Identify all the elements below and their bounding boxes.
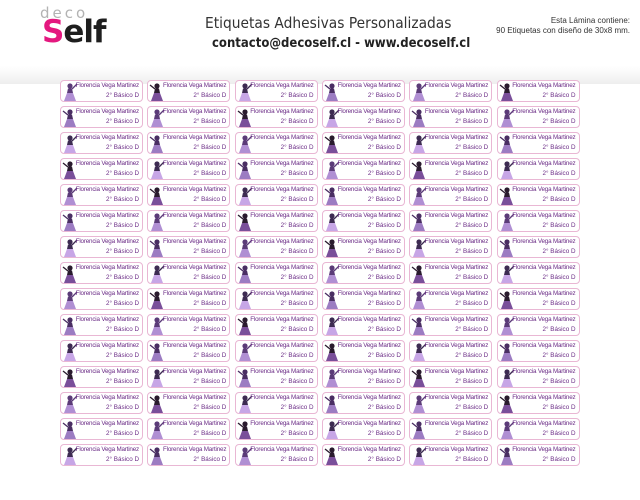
label-name: Florencia Vega Martinez <box>75 446 139 453</box>
label-name: Florencia Vega Martinez <box>337 290 401 297</box>
logo-elf-text: elf <box>63 14 106 50</box>
name-label <box>322 210 405 232</box>
label-grade: 2° Básico D <box>542 144 576 151</box>
label-grade: 2° Básico D <box>193 170 227 177</box>
label-grade: 2° Básico D <box>106 404 139 411</box>
label-grade: 2° Básico D <box>455 456 489 463</box>
name-label <box>409 444 492 466</box>
label-name: Florencia Vega Martinez <box>162 186 227 193</box>
label-name: Florencia Vega Martinez <box>512 368 576 375</box>
label-grade: 2° Básico D <box>455 378 489 385</box>
label-name: Florencia Vega Martinez <box>337 160 401 167</box>
label-name: Florencia Vega Martinez <box>75 82 139 89</box>
label-grade: 2° Básico D <box>542 274 576 281</box>
name-label <box>147 262 230 284</box>
label-name: Florencia Vega Martinez <box>162 446 227 453</box>
name-label <box>60 366 143 388</box>
name-label <box>235 158 318 180</box>
label-grade: 2° Básico D <box>106 274 139 281</box>
label-name: Florencia Vega Martinez <box>250 160 314 167</box>
name-label <box>147 418 230 440</box>
label-name: Florencia Vega Martinez <box>424 134 489 141</box>
label-grade: 2° Básico D <box>542 404 576 411</box>
name-label <box>60 132 143 154</box>
label-name: Florencia Vega Martinez <box>337 420 401 427</box>
name-label <box>60 158 143 180</box>
label-name: Florencia Vega Martinez <box>75 342 139 349</box>
label-name: Florencia Vega Martinez <box>75 238 139 245</box>
label-name: Florencia Vega Martinez <box>337 108 401 115</box>
label-grade: 2° Básico D <box>280 300 314 307</box>
label-name: Florencia Vega Martinez <box>75 186 139 193</box>
name-label <box>235 444 318 466</box>
label-name: Florencia Vega Martinez <box>424 394 489 401</box>
name-label <box>409 106 492 128</box>
name-label <box>322 106 405 128</box>
name-label <box>497 314 580 336</box>
label-grade: 2° Básico D <box>367 118 401 125</box>
label-name: Florencia Vega Martinez <box>424 160 489 167</box>
name-label <box>147 288 230 310</box>
label-grade: 2° Básico D <box>193 248 227 255</box>
name-label <box>322 444 405 466</box>
label-name: Florencia Vega Martinez <box>75 264 139 271</box>
label-name: Florencia Vega Martinez <box>424 290 489 297</box>
label-name: Florencia Vega Martinez <box>75 108 139 115</box>
name-label <box>235 392 318 414</box>
label-name: Florencia Vega Martinez <box>162 238 227 245</box>
label-grade: 2° Básico D <box>542 326 576 333</box>
label-grade: 2° Básico D <box>455 352 489 359</box>
label-name: Florencia Vega Martinez <box>162 160 227 167</box>
label-name: Florencia Vega Martinez <box>162 342 227 349</box>
label-name: Florencia Vega Martinez <box>250 394 314 401</box>
label-name: Florencia Vega Martinez <box>75 394 139 401</box>
name-label <box>497 340 580 362</box>
label-grade: 2° Básico D <box>193 404 227 411</box>
label-name: Florencia Vega Martinez <box>424 212 489 219</box>
label-name: Florencia Vega Martinez <box>75 316 139 323</box>
name-label <box>60 392 143 414</box>
name-label <box>497 236 580 258</box>
name-label <box>322 236 405 258</box>
name-label <box>235 184 318 206</box>
name-label <box>147 106 230 128</box>
label-name: Florencia Vega Martinez <box>424 108 489 115</box>
label-name: Florencia Vega Martinez <box>337 82 401 89</box>
name-label <box>60 262 143 284</box>
label-grade: 2° Básico D <box>106 222 139 229</box>
name-label <box>147 366 230 388</box>
label-grade: 2° Básico D <box>106 378 139 385</box>
label-grade: 2° Básico D <box>542 378 576 385</box>
label-name: Florencia Vega Martinez <box>512 108 576 115</box>
name-label <box>235 236 318 258</box>
label-grade: 2° Básico D <box>193 456 227 463</box>
name-label <box>147 158 230 180</box>
label-grade: 2° Básico D <box>542 222 576 229</box>
label-grade: 2° Básico D <box>106 326 139 333</box>
label-grade: 2° Básico D <box>367 274 401 281</box>
label-name: Florencia Vega Martinez <box>75 290 139 297</box>
label-grade: 2° Básico D <box>280 378 314 385</box>
name-label <box>322 340 405 362</box>
header <box>0 0 640 66</box>
contact-line: contacto@decoself.cl - www.decoself.cl <box>212 36 471 51</box>
name-label <box>60 184 143 206</box>
label-grade: 2° Básico D <box>455 300 489 307</box>
label-grade: 2° Básico D <box>455 222 489 229</box>
label-grade: 2° Básico D <box>542 430 576 437</box>
label-grade: 2° Básico D <box>106 170 139 177</box>
label-name: Florencia Vega Martinez <box>424 420 489 427</box>
label-name: Florencia Vega Martinez <box>512 342 576 349</box>
label-name: Florencia Vega Martinez <box>250 264 314 271</box>
name-label <box>60 210 143 232</box>
label-grade: 2° Básico D <box>106 248 139 255</box>
label-name: Florencia Vega Martinez <box>162 394 227 401</box>
label-grade: 2° Básico D <box>542 352 576 359</box>
label-name: Florencia Vega Martinez <box>250 186 314 193</box>
label-sheet <box>60 80 580 470</box>
name-label <box>322 392 405 414</box>
name-label <box>409 132 492 154</box>
name-label <box>60 444 143 466</box>
name-label <box>409 80 492 102</box>
name-label <box>147 236 230 258</box>
label-name: Florencia Vega Martinez <box>250 108 314 115</box>
name-label <box>497 210 580 232</box>
name-label <box>60 418 143 440</box>
label-name: Florencia Vega Martinez <box>512 446 576 453</box>
label-grade: 2° Básico D <box>280 248 314 255</box>
label-grade: 2° Básico D <box>455 170 489 177</box>
label-name: Florencia Vega Martinez <box>75 134 139 141</box>
label-name: Florencia Vega Martinez <box>424 316 489 323</box>
label-grade: 2° Básico D <box>280 196 314 203</box>
label-grade: 2° Básico D <box>280 404 314 411</box>
label-grade: 2° Básico D <box>280 92 314 99</box>
name-label <box>497 444 580 466</box>
label-grade: 2° Básico D <box>542 196 576 203</box>
label-name: Florencia Vega Martinez <box>162 264 227 271</box>
name-label <box>322 288 405 310</box>
label-name: Florencia Vega Martinez <box>512 394 576 401</box>
label-name: Florencia Vega Martinez <box>512 134 576 141</box>
decoself-logo <box>42 14 105 50</box>
name-label <box>497 418 580 440</box>
label-grade: 2° Básico D <box>455 144 489 151</box>
name-label <box>497 80 580 102</box>
name-label <box>147 80 230 102</box>
label-name: Florencia Vega Martinez <box>250 238 314 245</box>
label-grade: 2° Básico D <box>106 92 139 99</box>
name-label <box>409 210 492 232</box>
label-name: Florencia Vega Martinez <box>512 82 576 89</box>
label-grade: 2° Básico D <box>193 326 227 333</box>
label-name: Florencia Vega Martinez <box>250 368 314 375</box>
label-name: Florencia Vega Martinez <box>162 316 227 323</box>
name-label <box>497 132 580 154</box>
label-name: Florencia Vega Martinez <box>75 420 139 427</box>
label-name: Florencia Vega Martinez <box>512 186 576 193</box>
label-name: Florencia Vega Martinez <box>424 264 489 271</box>
label-name: Florencia Vega Martinez <box>75 368 139 375</box>
label-name: Florencia Vega Martinez <box>512 238 576 245</box>
name-label <box>147 132 230 154</box>
label-name: Florencia Vega Martinez <box>424 186 489 193</box>
label-name: Florencia Vega Martinez <box>337 446 401 453</box>
label-name: Florencia Vega Martinez <box>75 212 139 219</box>
name-label <box>147 444 230 466</box>
label-grade: 2° Básico D <box>193 144 227 151</box>
label-grade: 2° Básico D <box>193 300 227 307</box>
label-grade: 2° Básico D <box>193 274 227 281</box>
label-grade: 2° Básico D <box>280 222 314 229</box>
label-grade: 2° Básico D <box>542 300 576 307</box>
label-grade: 2° Básico D <box>542 248 576 255</box>
label-grade: 2° Básico D <box>280 170 314 177</box>
label-grade: 2° Básico D <box>367 92 401 99</box>
label-name: Florencia Vega Martinez <box>250 290 314 297</box>
label-name: Florencia Vega Martinez <box>337 368 401 375</box>
label-name: Florencia Vega Martinez <box>424 82 489 89</box>
name-label <box>235 106 318 128</box>
name-label <box>409 314 492 336</box>
label-grade: 2° Básico D <box>193 92 227 99</box>
label-grade: 2° Básico D <box>193 118 227 125</box>
name-label <box>235 314 318 336</box>
label-grade: 2° Básico D <box>280 326 314 333</box>
label-name: Florencia Vega Martinez <box>512 212 576 219</box>
label-grade: 2° Básico D <box>106 430 139 437</box>
name-label <box>147 184 230 206</box>
name-label <box>147 314 230 336</box>
label-grade: 2° Básico D <box>367 222 401 229</box>
name-label <box>409 184 492 206</box>
label-name: Florencia Vega Martinez <box>162 134 227 141</box>
label-grade: 2° Básico D <box>367 170 401 177</box>
label-name: Florencia Vega Martinez <box>162 212 227 219</box>
label-grade: 2° Básico D <box>455 326 489 333</box>
label-name: Florencia Vega Martinez <box>337 186 401 193</box>
label-name: Florencia Vega Martinez <box>337 134 401 141</box>
name-label <box>60 106 143 128</box>
name-label <box>409 366 492 388</box>
label-grade: 2° Básico D <box>280 456 314 463</box>
label-grade: 2° Básico D <box>367 196 401 203</box>
name-label <box>235 80 318 102</box>
name-label <box>235 366 318 388</box>
label-grade: 2° Básico D <box>367 430 401 437</box>
label-grade: 2° Básico D <box>106 144 139 151</box>
logo-deco-text: deco <box>40 4 89 22</box>
label-grade: 2° Básico D <box>106 456 139 463</box>
name-label <box>322 314 405 336</box>
label-name: Florencia Vega Martinez <box>512 264 576 271</box>
label-grade: 2° Básico D <box>367 144 401 151</box>
name-label <box>409 392 492 414</box>
name-label <box>235 340 318 362</box>
label-name: Florencia Vega Martinez <box>512 420 576 427</box>
label-grade: 2° Básico D <box>106 196 139 203</box>
name-label <box>60 236 143 258</box>
label-grade: 2° Básico D <box>455 196 489 203</box>
label-grade: 2° Básico D <box>542 170 576 177</box>
name-label <box>60 314 143 336</box>
name-label <box>409 236 492 258</box>
label-name: Florencia Vega Martinez <box>162 108 227 115</box>
label-name: Florencia Vega Martinez <box>162 290 227 297</box>
label-grade: 2° Básico D <box>280 430 314 437</box>
label-name: Florencia Vega Martinez <box>337 264 401 271</box>
label-grade: 2° Básico D <box>106 300 139 307</box>
label-grade: 2° Básico D <box>280 144 314 151</box>
name-label <box>497 392 580 414</box>
label-grade: 2° Básico D <box>542 456 576 463</box>
name-label <box>497 262 580 284</box>
label-grade: 2° Básico D <box>367 456 401 463</box>
name-label <box>322 262 405 284</box>
label-grade: 2° Básico D <box>193 378 227 385</box>
label-grade: 2° Básico D <box>542 118 576 125</box>
label-name: Florencia Vega Martinez <box>424 238 489 245</box>
label-grade: 2° Básico D <box>193 430 227 437</box>
label-grade: 2° Básico D <box>193 352 227 359</box>
label-grade: 2° Básico D <box>455 92 489 99</box>
label-name: Florencia Vega Martinez <box>250 446 314 453</box>
name-label <box>235 210 318 232</box>
page-title: Etiquetas Adhesivas Personalizadas <box>205 14 452 32</box>
label-name: Florencia Vega Martinez <box>250 212 314 219</box>
name-label <box>147 340 230 362</box>
label-grade: 2° Básico D <box>455 248 489 255</box>
label-name: Florencia Vega Martinez <box>337 316 401 323</box>
name-label <box>147 392 230 414</box>
name-label <box>409 262 492 284</box>
label-name: Florencia Vega Martinez <box>250 134 314 141</box>
name-label <box>322 366 405 388</box>
label-name: Florencia Vega Martinez <box>424 446 489 453</box>
label-grade: 2° Básico D <box>106 118 139 125</box>
label-name: Florencia Vega Martinez <box>424 368 489 375</box>
label-name: Florencia Vega Martinez <box>337 238 401 245</box>
name-label <box>409 340 492 362</box>
label-name: Florencia Vega Martinez <box>250 420 314 427</box>
name-label <box>147 210 230 232</box>
label-grade: 2° Básico D <box>455 274 489 281</box>
name-label <box>235 262 318 284</box>
label-grade: 2° Básico D <box>193 196 227 203</box>
name-label <box>497 184 580 206</box>
label-grade: 2° Básico D <box>455 404 489 411</box>
name-label <box>497 158 580 180</box>
label-grade: 2° Básico D <box>367 248 401 255</box>
label-name: Florencia Vega Martinez <box>512 316 576 323</box>
label-grade: 2° Básico D <box>367 404 401 411</box>
name-label <box>322 184 405 206</box>
label-name: Florencia Vega Martinez <box>250 316 314 323</box>
label-grade: 2° Básico D <box>367 378 401 385</box>
label-name: Florencia Vega Martinez <box>162 82 227 89</box>
name-label <box>409 288 492 310</box>
name-label <box>409 158 492 180</box>
name-label <box>60 80 143 102</box>
label-name: Florencia Vega Martinez <box>424 342 489 349</box>
name-label <box>409 418 492 440</box>
name-label <box>497 366 580 388</box>
label-name: Florencia Vega Martinez <box>75 160 139 167</box>
name-label <box>322 158 405 180</box>
label-grade: 2° Básico D <box>367 300 401 307</box>
label-grade: 2° Básico D <box>455 430 489 437</box>
label-name: Florencia Vega Martinez <box>162 368 227 375</box>
name-label <box>60 340 143 362</box>
name-label <box>497 106 580 128</box>
label-name: Florencia Vega Martinez <box>512 290 576 297</box>
label-name: Florencia Vega Martinez <box>512 160 576 167</box>
name-label <box>235 418 318 440</box>
label-name: Florencia Vega Martinez <box>250 82 314 89</box>
label-grade: 2° Básico D <box>280 274 314 281</box>
label-name: Florencia Vega Martinez <box>337 342 401 349</box>
label-grade: 2° Básico D <box>280 352 314 359</box>
sheet-info-heading: Esta Lámina contiene: <box>550 16 630 25</box>
label-name: Florencia Vega Martinez <box>337 394 401 401</box>
label-grade: 2° Básico D <box>193 222 227 229</box>
name-label <box>322 418 405 440</box>
name-label <box>322 80 405 102</box>
logo-s-letter: S <box>42 14 64 50</box>
label-grade: 2° Básico D <box>542 92 576 99</box>
name-label <box>60 288 143 310</box>
label-grade: 2° Básico D <box>455 118 489 125</box>
label-name: Florencia Vega Martinez <box>337 212 401 219</box>
label-name: Florencia Vega Martinez <box>250 342 314 349</box>
name-label <box>497 288 580 310</box>
label-grade: 2° Básico D <box>367 326 401 333</box>
label-grade: 2° Básico D <box>367 352 401 359</box>
label-name: Florencia Vega Martinez <box>162 420 227 427</box>
name-label <box>235 132 318 154</box>
label-grade: 2° Básico D <box>280 118 314 125</box>
sheet-info-detail: 90 Etiquetas con diseño de 30x8 mm. <box>496 26 630 35</box>
name-label <box>235 288 318 310</box>
name-label <box>322 132 405 154</box>
label-grade: 2° Básico D <box>106 352 139 359</box>
